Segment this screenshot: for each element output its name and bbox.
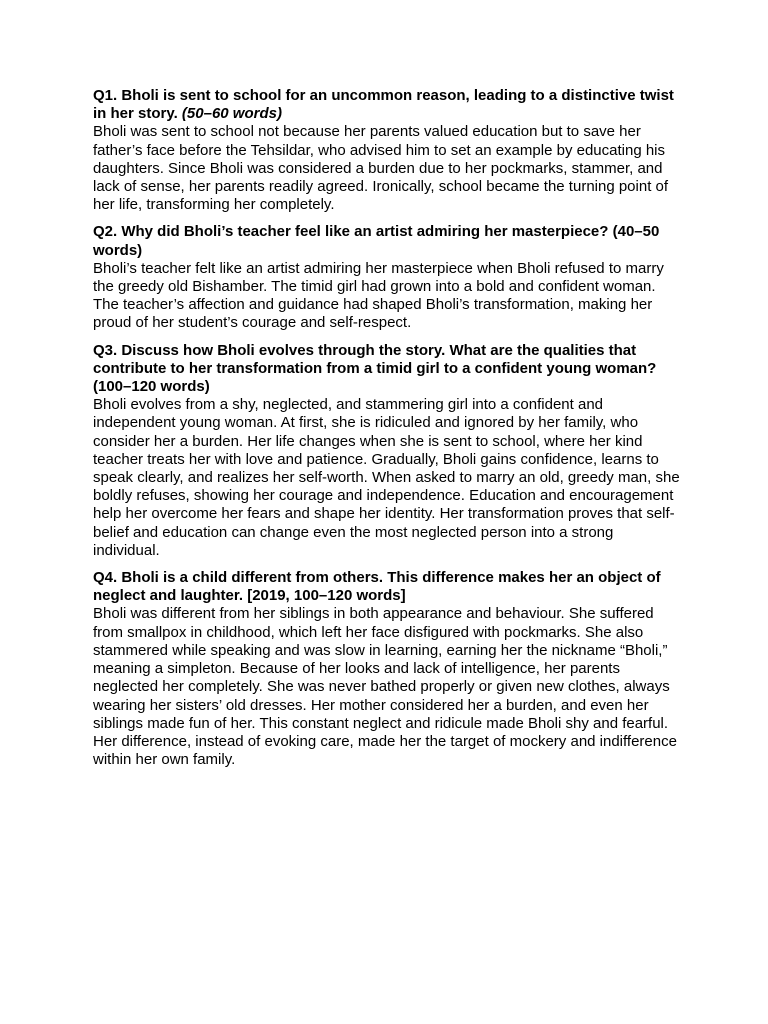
question-block-4 <box>93 569 683 769</box>
answer-2-text: Bholi’s teacher felt like an artist admiring her masterpiece when Bholi refused to marry the greedy old Bishamber. The timid girl had grown into a bold and confident woman. The teacher’s affection and guidance had shaped Bholi’s transformation, making her proud of her student’s courage and self-respect. <box>93 259 664 332</box>
question-4-heading: Q4. Bholi is a child different from others. This difference makes her an object of neglect and laughter. [2019, 100–120 words] <box>93 569 661 605</box>
answer-3-text: Bholi evolves from a shy, neglected, and stammering girl into a confident and independent young woman. At first, she is ridiculed and ignored by her family, who consider her a burden. Her life changes when she is sent to school, where her kind teacher treats her with love and patience. Gradually, Bholi gains confidence, learns to speak clearly, and realizes her self-worth. When asked to marry an old, greedy man, she boldly refuses, showing her courage and independence. Education and encouragement help her overcome her fears and shape her identity. Her transformation proves that self-belief and education can change even the most neglected person into a strong individual. <box>93 396 680 559</box>
question-3-heading: Q3. Discuss how Bholi evolves through the story. What are the qualities that contribute to her transformation from a timid girl to a confident young woman? (100–120 words) <box>93 341 657 396</box>
answer-1-text: Bholi was sent to school not because her parents valued education but to save her father’s face before the Tehsildar, who advised him to set an example by educating his daughters. Since Bholi was considered a burden due to her pockmarks, stammer, and lack of sense, her parents readily agreed. Ironically, school became the turning point of her life, transforming her completely. <box>93 123 669 214</box>
question-block-1 <box>93 87 683 214</box>
question-block-2 <box>93 223 683 332</box>
question-2-heading: Q2. Why did Bholi’s teacher feel like an artist admiring her masterpiece? (40–50 words) <box>93 223 660 259</box>
question-1-heading <box>93 87 683 123</box>
document-page <box>93 87 683 778</box>
question-block-3 <box>93 342 683 560</box>
answer-4-text: Bholi was different from her siblings in both appearance and behaviour. She suffered from smallpox in childhood, which left her face disfigured with pockmarks. She also stammered while speaking and was slow in learning, earning her the nickname “Bholi,” meaning a simpleton. Because of her looks and lack of intelligence, her parents neglected her completely. She was never bathed properly or given new clothes, always wearing her sisters’ old dresses. Her mother considered her a burden, and even her siblings made fun of her. This constant neglect and ridicule made Bholi shy and fearful. Her difference, instead of evoking care, made her the target of mockery and indifference within her own family. <box>93 605 677 769</box>
question-1-word-limit: (50–60 words) <box>181 105 282 123</box>
question-1-prompt: Q1. Bholi is sent to school for an uncommon reason, leading to a distinctive twist in her story. <box>93 87 674 123</box>
